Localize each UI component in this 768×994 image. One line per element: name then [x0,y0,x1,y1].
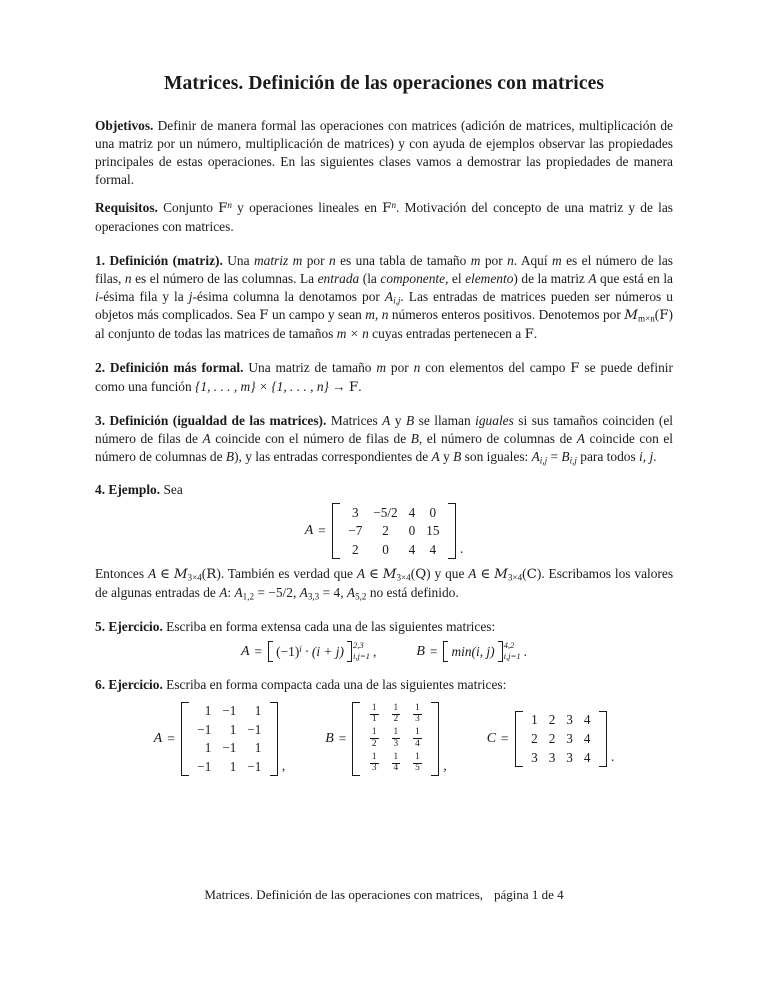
fraction [412,704,423,726]
equals-sign: = [254,643,263,659]
formula-B-compact [416,641,527,661]
paragraph-ejemplo-4-after: Entonces A ∈ $M_{3\times 4}(R)$. También es verdad que A ∈ $M_{3\times 4}(Q)$ y que A ∈ $M_{3\times 4}(C)$. Escribamos los valores de algunas entradas de A: $A_{1,2} = -5/2$, $A_{3,3} = 4$, $A_{5,2}$ no está definido. [95,565,674,602]
def1-text-5: . Aquí [513,252,553,268]
def1-text-6: es el número de las filas, [95,252,673,286]
field-C: C [526,566,537,582]
requisitos-text-1: Conjunto [157,200,219,216]
def3-text-2: y [390,412,406,428]
limit-lower: i,j=1 [503,651,521,662]
fraction-numerator: 1 [393,751,399,762]
var-A: A [147,565,157,581]
def1-text-18: cuyas entradas pertenecen a [368,326,525,342]
matrix-label-C: C [486,730,497,746]
matrix-row [526,729,596,748]
expr-base: (−1) [276,643,300,659]
limit-upper: 2,3 [352,640,364,651]
separator: , [340,584,347,600]
matrix-group-A [154,702,286,776]
subscript-ij: i,j [393,295,401,306]
requisitos-lead: Requisitos. [95,200,158,216]
matrix-cell: 3 [531,749,538,765]
arrow-symbol: → [328,378,349,394]
matrix-A-example [332,503,456,559]
matrix-cell: 3 [352,504,359,520]
def2-text-5: . [358,378,362,394]
ej4-after-text-3: y que [430,565,469,581]
matrix-cell: 4 [408,541,416,557]
var-B: B [225,448,235,464]
def1-text-7: es el número de las columnas. La [131,270,318,286]
var-B: B [453,448,462,464]
ej6-text-1: Escriba en forma compacta cada una de las siguientes matrices: [162,676,507,692]
var-A: A [382,412,391,428]
footer-page-number: página 1 de 4 [494,887,564,902]
def1-italic-matriz: matriz [253,252,289,268]
fraction-numerator: 1 [393,702,399,713]
def3-text-10: son iguales: [461,448,532,464]
field-symbol: F [524,327,534,343]
matrix-A [181,702,278,776]
subscript-3x4: 3×4 [396,572,411,583]
matrix-body [363,702,428,776]
matrix-row [192,739,267,758]
matrix-cell: −7 [348,523,363,539]
field-symbol: F [349,379,359,395]
equals-sign: = [318,523,326,539]
entry-value-1: = −5/2 [254,584,293,600]
var-B: B [561,448,570,464]
def3-text-7: coincide con el número de columnas de [95,430,673,464]
script-M: M [494,566,508,582]
formula-B-limits [503,641,521,661]
display-ejercicio-5-formulas [95,641,673,661]
matrix-cell: 1 [254,703,262,719]
matrix-body [192,702,267,776]
matrix-cell: −1 [247,721,262,737]
fraction [391,704,402,726]
limit-upper: 4,2 [503,640,515,651]
matrix-cell [407,702,429,727]
fraction [369,704,380,726]
fraction-denominator: 3 [371,763,377,774]
var-m: m [470,252,481,268]
field-exponent: n [391,199,397,210]
matrix-cell: 3 [566,749,573,765]
matrix-label-A: A [304,523,314,539]
matrix-row [343,540,445,559]
matrix-cell: −1 [222,703,237,719]
subscript-3x4: 3×4 [507,572,523,583]
formula-label-A: A [240,643,250,659]
matrix-cell [385,702,407,727]
matrix-cell: −1 [197,758,212,774]
matrix-cell: −1 [197,721,212,737]
expr-exponent-i: i [299,643,302,654]
var-size: m × n [336,326,369,342]
subscript-ij: i,j [569,455,577,466]
def1-text-19: . [533,326,538,342]
matrix-row [363,727,428,752]
matrix-cell: 4 [429,541,437,557]
ej4-after-text-6: no está definido. [366,584,459,600]
def1-text-17: al conjunto de todas las matrices de tamaños [95,326,337,342]
bracket-left [332,503,340,559]
def1-text-3: es una tabla de tamaño [335,252,471,268]
matrix-cell: 1 [254,740,262,756]
equals-sign: = [501,730,509,746]
ej5-text-1: Escriba en forma extensa cada una de las siguientes matrices: [162,618,496,634]
matrix-cell: 4 [408,504,416,520]
paragraph-definicion-2 [95,359,673,397]
trailing-punctuation: , [372,643,377,659]
matrix-cell [385,751,407,776]
var-n: n [124,270,132,286]
matrix-row [192,702,267,721]
def1-italic-elemento: elemento [465,270,514,286]
matrix-cell: −5/2 [373,504,398,520]
def2-text-2: por [386,360,414,376]
fraction-numerator: 1 [393,727,399,738]
element-of-symbol: ∈ [365,565,383,581]
matrix-cell [363,751,385,776]
matrix-cell: 15 [426,523,440,539]
field-symbol: F [570,361,580,377]
trailing-punctuation: . [610,748,615,764]
def3-text-5: coincide con el número de filas de [210,430,411,446]
var-A: A [202,430,211,446]
element-of-symbol: ∈ [476,565,495,581]
def1-italic-componente: componente [380,270,446,286]
paragraph-ejercicio-5 [95,618,673,636]
def2-text-3: con elementos del campo [420,360,571,376]
matrix-cell [363,702,385,727]
var-B: B [410,430,419,446]
def1-text-16: números enteros positivos. Denotemos por [388,307,625,323]
field-R: R [206,566,217,582]
var-m: m [552,252,562,268]
matrix-cell: 1 [204,703,212,719]
matrix-cell: 3 [566,712,573,728]
requisitos-text-3: . Motivación del concepto de una matriz y de las operaciones con matrices. [95,200,673,234]
ej4-after-text-1: Entonces [95,565,148,581]
def3-lead: 3. Definición (igualdad de las matrices). [95,412,327,428]
def1-text-11: que está en la [596,270,673,286]
def2-text-4: se puede definir como una función [95,360,673,394]
var-A: A [468,565,477,581]
ej4-after-text-4: . Escribamos los valores de algunas entradas de [95,565,674,600]
ej4-after-text-5: : [227,584,235,600]
def2-lead: 2. Definición más formal. [95,360,244,376]
def1-text-2: por [302,252,329,268]
matrix-cell [363,727,385,752]
fraction [391,728,402,750]
matrix-label-B: B [325,730,334,746]
matrix-row [526,748,596,767]
generic-entry-bracket-A [268,641,370,661]
def1-text-14: . Las entradas de matrices pueden ser números u objetos más complicados. Sea [95,288,673,323]
var-i: i [95,288,99,304]
document-content [95,72,673,784]
matrix-cell: 0 [429,504,437,520]
def3-text-11: para todos [576,448,640,464]
fraction-denominator: 4 [393,763,399,774]
expr-min: min(i, j) [451,643,495,659]
matrix-row [343,522,445,541]
trailing-punctuation: , [443,757,447,773]
subscript-ij: i,j [539,455,548,466]
matrix-cell: 1 [531,712,538,728]
fraction-numerator: 1 [371,751,377,762]
formula-A-expression [273,642,347,662]
var-A: A [234,584,243,600]
fraction-denominator: 5 [415,763,420,774]
ej4-lead: 4. Ejemplo. [95,482,161,498]
matrix-row [526,711,596,730]
display-ejercicio-6-matrices [95,702,673,776]
field-symbol: F [382,201,392,217]
var-A: A [576,430,585,446]
fraction-denominator: 4 [415,738,420,749]
subscript-5-2: 5,2 [355,591,367,602]
matrix-body [526,711,596,767]
script-M: M [624,308,638,324]
matrix-cell: 2 [548,730,556,746]
trailing-punctuation: . [523,643,527,659]
limit-lower: i,j=1 [352,651,370,662]
fraction-denominator: 2 [393,714,399,725]
fraction-numerator: 1 [415,751,420,762]
matrix-body [343,503,445,559]
generic-entry-bracket-B [443,641,520,661]
matrix-C [515,711,607,767]
matrix-row [363,702,428,727]
var-B: B [405,412,415,428]
field-Q: Q [415,566,427,582]
equals-sign: = [167,730,175,746]
matrix-cell: 1 [229,758,237,774]
formula-A-limits [352,641,370,661]
separator: , [292,584,300,600]
var-A: A [299,584,308,600]
page-footer [0,887,768,903]
def3-text-12: . [653,448,657,464]
matrix-cell [385,727,407,752]
var-A: A [384,288,394,304]
matrix-cell: 0 [408,523,416,539]
matrix-cell: 4 [583,730,591,746]
fraction [412,753,423,775]
def1-italic-entrada: entrada [317,270,360,286]
paragraph-definicion-3 [95,412,673,466]
ej4-after-text-2: . También es verdad que [220,565,357,581]
objetivos-body: Definir de manera formal las operaciones con matrices (adición de matrices, multiplicación de una matriz por un número, multiplicación de matrices) y con ayuda de ejemplos observar las propiedades principales de estas operaciones. En las siguientes clases vamos a demostrar las propiedades de manera formal. [95,118,673,188]
var-A: A [219,584,228,600]
bracket-right [270,702,278,776]
matrix-cell [407,727,429,752]
paragraph-requisitos [95,199,673,236]
matrix-cell: 4 [583,749,591,765]
matrix-row [363,751,428,776]
var-n: n [328,252,336,268]
formula-B-expression [448,642,497,662]
matrix-group-B [325,702,446,776]
matrix-cell: 2 [531,730,538,746]
formula-label-B: B [416,643,425,659]
paragraph-ejercicio-6 [95,676,673,694]
matrix-B [352,702,439,776]
fraction-denominator: 3 [393,738,399,749]
matrix-cell [407,751,429,776]
var-A: A [356,565,366,581]
objetivos-lead: Objetivos. [95,118,154,134]
def1-text-12: -ésima fila y la [98,288,189,304]
paragraph-objetivos [95,117,673,189]
var-ij: i, j [639,448,654,464]
equals-sign: = [338,730,347,746]
subscript-3x4: 3×4 [187,572,202,583]
subscript-1-2: 1,2 [242,591,255,602]
bracket-right [599,711,607,767]
bracket-right [448,503,456,559]
var-A: A [346,584,356,600]
def3-text-4: si sus tamaños coinciden (el número de filas de [95,412,673,446]
display-matrix-A-example [95,503,673,559]
var-A: A [531,448,540,464]
def1-text-1: Una [222,252,254,268]
def3-text-6: , el número de columnas de [418,430,577,446]
fraction-denominator: 2 [371,738,377,749]
matrix-cell: 2 [548,712,556,728]
field-symbol: F [259,308,269,324]
field-exponent: n [227,199,232,210]
def3-text-1: Matrices [326,412,383,428]
fraction-numerator: 1 [371,702,377,713]
fraction [412,728,423,750]
def1-text-8: (la [359,270,381,286]
matrix-group-C [487,711,615,767]
var-n: n [413,360,421,376]
ej5-lead: 5. Ejercicio. [95,618,163,634]
equals-sign: = [429,643,438,659]
subscript-3-3: 3,3 [307,591,320,602]
def3-text-8: ), y las entradas correspondientes de [234,448,432,464]
def3-text-9: y [439,448,454,464]
page-title: Matrices. Definición de las operaciones con matrices [163,73,605,94]
paragraph-definicion-1: 1. Definición (matriz). Una matriz m por n es una tabla de tamaño m por n. Aquí m es el número de las filas, n es el número de las columnas. La entrada (la componente, el elemento) de la matriz A que está en la i-ésima fila y la j-ésima columna la denotamos por $A_{i,j}$. Las entradas de matrices pueden ser números u objetos más complicados. Sea F un campo y sean m, n números enteros positivos. Denotemos por $M_{m\times n}(F)$ al conjunto de todas las matrices de tamaños m × n cuyas entradas pertenecen a F. [95,252,673,343]
ej6-lead: 6. Ejercicio. [95,676,163,692]
fraction-numerator: 1 [415,702,420,713]
fraction-numerator: 1 [415,727,420,738]
bracket-right [431,702,439,776]
matrix-cell: 4 [583,712,591,728]
script-M: M [382,566,397,582]
fraction-denominator: 1 [371,714,377,725]
var-A: A [431,448,440,464]
matrix-row [343,503,445,522]
script-M: M [173,566,188,582]
matrix-cell: −1 [222,740,237,756]
def1-lead: 1. Definición (matriz). [95,252,223,268]
def1-text-10: ) de la matriz [513,270,589,286]
bracket-left [352,702,360,776]
var-j: j [188,288,193,304]
def1-text-9: , el [445,270,466,286]
def1-text-15: un campo y sean [268,307,366,323]
matrix-cell: −1 [247,758,262,774]
def3-italic-iguales: iguales [475,412,514,428]
matrix-cell: 3 [548,749,556,765]
subscript-mxn: m×n [637,313,655,324]
equals-sign: = [547,448,562,464]
fraction [391,753,402,775]
matrix-cell: 0 [382,541,389,557]
fraction [369,728,380,750]
entry-value-2: = 4 [319,584,341,600]
field-symbol: F [659,308,669,324]
bracket-left [515,711,523,767]
matrix-cell: 1 [204,740,212,756]
field-symbol: F [218,201,228,217]
requisitos-text-2: y operaciones lineales en [231,200,383,216]
def1-text-13: -ésima columna la denotamos por [192,288,385,304]
fraction-denominator: 3 [415,714,420,725]
expr-sum: · (i + j) [301,643,344,659]
def3-text-3: se llaman [414,412,476,428]
fraction-numerator: 1 [371,727,377,738]
fraction [369,753,380,775]
paragraph-ejemplo-4 [95,481,673,499]
def2-text-1: Una matriz de tamaño [243,360,377,376]
var-m: m [292,252,303,268]
matrix-cell: 1 [229,721,237,737]
var-mn: m, n [365,307,389,323]
formula-A-compact [241,641,376,661]
matrix-row [192,720,267,739]
ej4-text-1: Sea [160,482,183,498]
matrix-cell: 2 [352,541,359,557]
var-m: m [376,360,387,376]
def1-text-4: por [480,252,508,268]
matrix-row [192,757,267,776]
bracket-left [181,702,189,776]
matrix-label-A: A [153,730,163,746]
matrix-cell: 3 [566,730,573,746]
matrix-cell: 2 [382,523,389,539]
element-of-symbol: ∈ [156,565,174,581]
trailing-punctuation: . [459,540,464,556]
trailing-punctuation: , [281,757,286,773]
footer-title: Matrices. Definición de las operaciones con matrices, [204,887,483,902]
function-domain: {1, . . . , m} × {1, . . . , n} [195,378,329,394]
var-n: n [507,252,514,268]
var-A: A [588,270,597,286]
